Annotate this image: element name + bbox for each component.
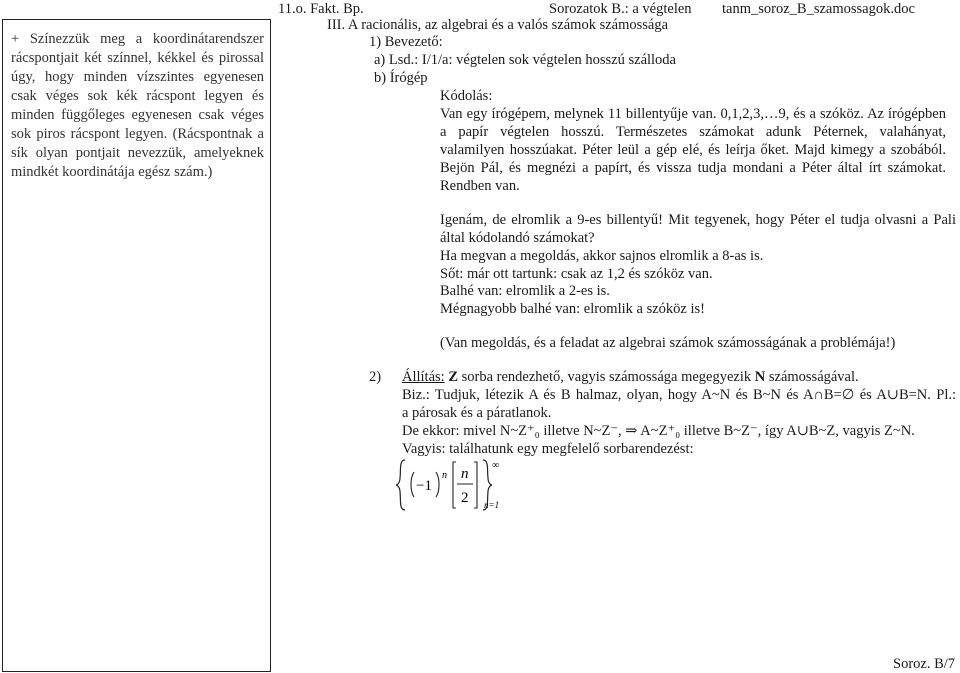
claim-text-2: számosságával. [768,369,859,385]
text-line: Bejön Pál, és megnézi a papírt, és vissza tudja mondani a Péter által írt számokat. [440,160,946,176]
header-left: 11.o. Fakt. Bp. [278,1,364,17]
fraction-denominator: 2 [461,490,469,506]
page-number: Soroz. B/7 [893,656,956,672]
left-brace [396,460,405,510]
claim-text-1: sorba rendezhető, vagyis számossága megegyezik [461,369,752,385]
formula-exponent: n [442,470,447,481]
sidebar-box [2,19,271,672]
left-paren [411,472,414,497]
sequence-formula [396,458,506,512]
claim-line [402,368,859,386]
claim-number: 2) [369,369,382,385]
claim-label: Állítás: [402,369,445,385]
proof-line-1: Biz.: Tudjuk, létezik A és B halmaz, olyan, hogy A~N és B~N és A∩B=∅ és A∪B=N. Pl.: [402,387,956,403]
text-line: Igenám, de elromlik a 9-es billentyű! Mit tegyenek, hogy Péter el tudja olvasni a Pali [440,212,956,228]
text-line: a papír végtelen hosszú. Természetes számokat adunk Péternek, valahányat, [440,124,946,140]
text-line: által kódolandó számokat? [440,230,595,246]
text-line: Sőt: már ott tartunk: csak az 1,2 és szóköz van. [440,266,713,282]
upper-limit: ∞ [492,460,500,471]
item-b: b) Írógép [374,70,428,86]
lower-limit: n=1 [484,500,500,510]
symbol-n: N [754,369,766,385]
text-line: valamilyen hosszúakat. Péter leül a gép elé, és leírja őket. Majd kimegy a szobából. [440,142,946,158]
fraction-numerator: n [461,466,469,482]
proof-line-2: a párosak és a páratlanok. [402,405,552,421]
text-line: Balhé van: elromlik a 2-es is. [440,283,610,299]
question-line: (Van megoldás, és a feladat az algebrai számok számosságának a problémája!) [440,335,896,351]
intro-heading: 1) Bevezető: [369,34,443,50]
text-line: Ha megvan a megoldás, akkor sajnos elromlik a 8-as is. [440,248,764,264]
text-line: Van egy írógépem, melynek 11 billentyűje van. 0,1,2,3,…9, és a szóköz. Az írógépben [440,106,946,122]
left-bracket [453,462,456,508]
symbol-z: Z [448,369,458,385]
item-a: a) Lsd.: I/1/a: végtelen sok végtelen hosszú szálloda [374,52,676,68]
section-title: III. A racionális, az algebrai és a valós számok számossága [327,17,669,33]
text-line: Rendben van. [440,178,520,194]
proof-line-4: Vagyis: találhatunk egy megfelelő sorbarendezést: [402,441,694,457]
right-bracket [474,462,477,508]
formula-base: −1 [416,478,432,494]
text-line: Mégnagyobb balhé van: elromlik a szóköz is! [440,301,705,317]
right-paren [436,472,439,497]
kodolas-label: Kódolás: [440,88,493,104]
header-right: tanm_soroz_B_szamossagok.doc [722,1,915,17]
header-center: Sorozatok B.: a végtelen [549,1,692,17]
sidebar-text: + Színezzük meg a koordinátarendszer rácspontjait két színnel, kékkel és pirossal úgy, hogy minden vízszintes egyenesen csak véges sok kék rácspont legyen és minden függőleges egyenesen csak véges sok piros rácspont legyen. (Rácspontnak a sík olyan pontjait nevezzük, amelyeknek mindkét koordinátája egész szám.) [11,31,264,180]
proof-line-3: De ekkor: mivel N~Z⁺₀ illetve N~Z⁻, ⇒ A~Z⁺₀ illetve B~Z⁻, így A∪B~Z, vagyis Z~N. [402,423,915,439]
